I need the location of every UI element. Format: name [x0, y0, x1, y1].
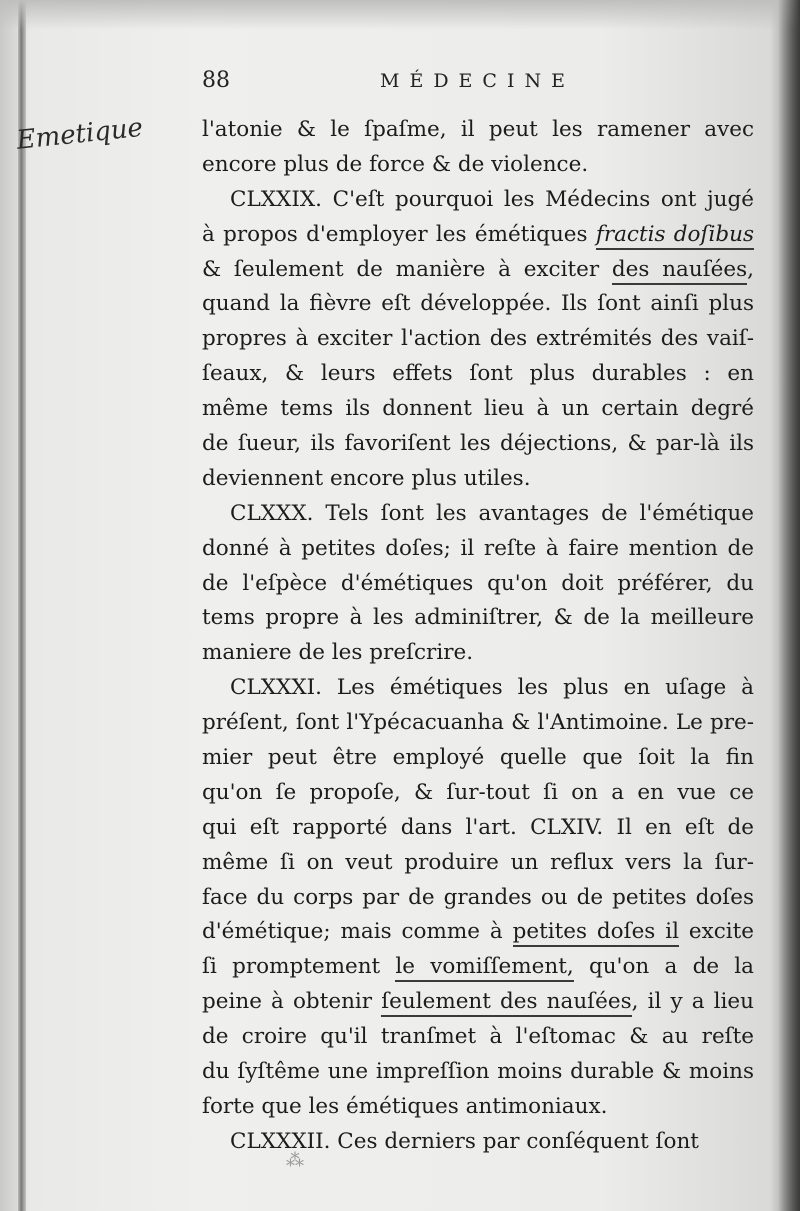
body-text	[202, 113, 754, 1160]
text-line: de croire qu'il tranſmet à l'eſtomac & au reſte	[202, 1024, 754, 1050]
text-line: même tems ils donnent lieu à un certain degré	[202, 396, 754, 422]
page-top-shadow	[0, 0, 800, 30]
text-line: maniere de les preſcrire.	[202, 640, 474, 666]
text-line: l'atonie & le ſpaſme, il peut les ramener avec	[202, 117, 754, 142]
underlined-phrase: petites doſes il	[513, 919, 679, 947]
text-line: CLXXX. Tels ſont les avantages de l'émétique	[230, 500, 754, 526]
underlined-phrase: ſeulement des nauſées	[381, 989, 631, 1017]
underlined-phrase: fractis doſibus	[596, 222, 754, 250]
text-line: forte que les émétiques antimoniaux.	[202, 1093, 608, 1119]
text-line: quand la fièvre eſt développée. Ils ſont ainſi plus	[202, 291, 754, 317]
text-line: CLXXXII. Ces derniers par conſéquent ſont	[230, 1128, 699, 1154]
underlined-phrase: le vomiſſement,	[395, 954, 573, 982]
text-line: deviennent encore plus utiles.	[202, 465, 531, 491]
text-line: encore plus de force & de violence.	[202, 151, 589, 177]
text-line: propres à exciter l'action des extrémités des vaiſ-	[202, 326, 754, 352]
handwritten-margin-note: Emetique	[15, 112, 145, 156]
page-header	[202, 68, 762, 104]
text-line: CLXXIX. C'eſt pourquoi les Médecins ont jugé	[230, 186, 754, 212]
page-number: 88	[202, 68, 230, 93]
page-ornament: ⁂	[286, 1150, 304, 1171]
text-line: ſeaux, & leurs effets ſont plus durables : en	[202, 361, 754, 387]
running-head: MÉDECINE	[380, 70, 575, 92]
text-line: du ſyſtême une impreſſion moins durable & moins	[202, 1059, 754, 1085]
text-line: peine à obtenir ſeulement des nauſées, il y a lieu	[202, 985, 754, 1020]
text-line: qu'on ſe propoſe, & ſur-tout ſi on a en vue ce	[202, 779, 754, 805]
text-line: mier peut être employé quelle que ſoit la fin	[202, 745, 754, 771]
text-line: de ſueur, ils favoriſent les déjections, & par-là ils	[202, 431, 754, 457]
text-line: de l'eſpèce d'émétiques qu'on doit préférer, du	[202, 570, 754, 596]
text-line: qui eſt rapporté dans l'art. CLXIV. Il en eſt de	[202, 814, 754, 840]
text-line: à propos d'employer les émétiques fractis doſibus	[202, 218, 754, 253]
underlined-phrase: des nauſées	[612, 257, 747, 285]
page-right-edge	[778, 0, 800, 1211]
text-line: préſent, ſont l'Ypécacuanha & l'Antimoine. Le pre-	[202, 710, 754, 736]
text-line: ſi promptement le vomiſſement, qu'on a de la	[202, 950, 754, 985]
text-line: même ſi on veut produire un reflux vers la ſur-	[202, 849, 754, 875]
text-line: donné à petites doſes; il reſte à faire mention de	[202, 535, 754, 561]
text-line: face du corps par de grandes ou de petites doſes	[202, 884, 754, 910]
text-line: d'émétique; mais comme à petites doſes il excite	[202, 915, 754, 950]
text-line: tems propre à les adminiſtrer, & de la meilleure	[202, 605, 754, 631]
text-line: CLXXXI. Les émétiques les plus en uſage à	[230, 675, 754, 701]
text-line: & ſeulement de manière à exciter des nauſées,	[202, 253, 754, 288]
